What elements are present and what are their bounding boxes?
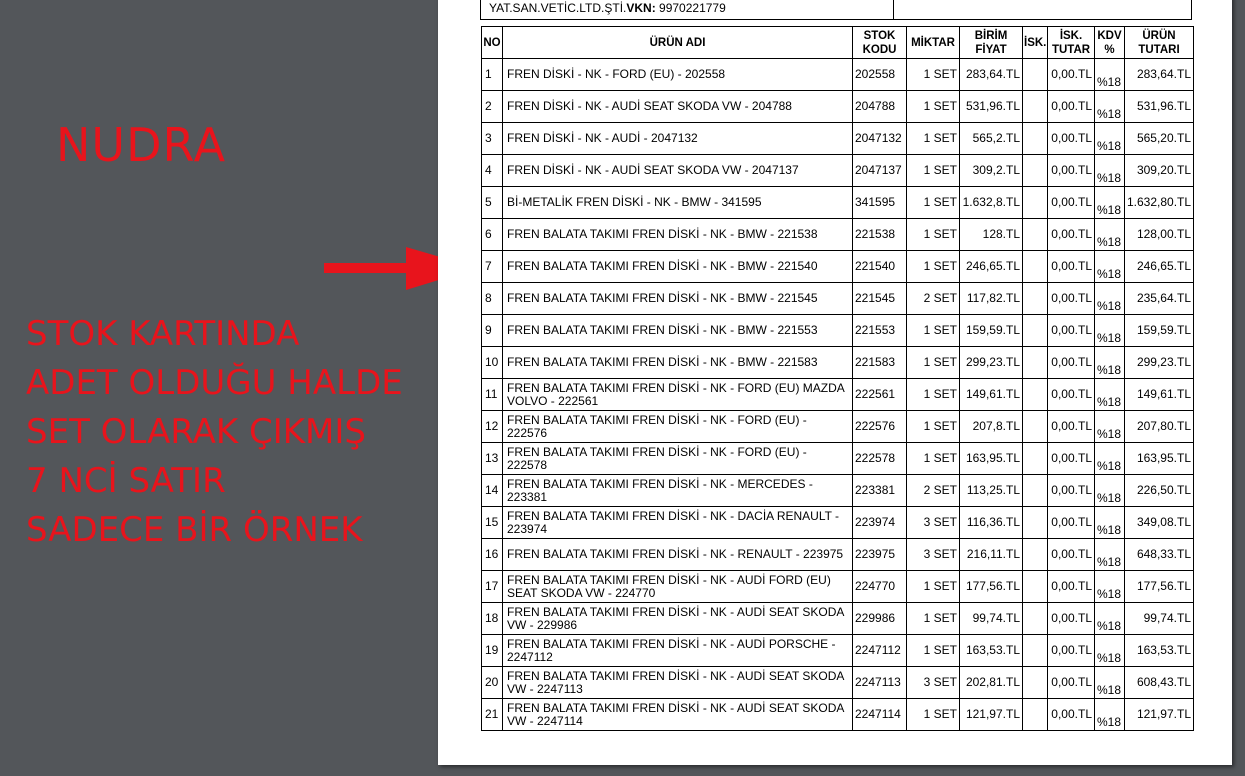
cell-quantity: 3 SET: [907, 507, 960, 539]
column-header-discount-amount: [1048, 27, 1095, 59]
table-body: [482, 59, 1194, 731]
cell-total: 531,96.TL: [1125, 91, 1194, 123]
cell-discount: [1023, 283, 1048, 315]
cell-discount: [1023, 347, 1048, 379]
cell-product-name: FREN BALATA TAKIMI FREN DİSKİ - NK - BMW - 221540: [503, 251, 853, 283]
column-header-text: İSK.: [1024, 36, 1047, 49]
cell-no: 19: [482, 635, 503, 667]
table-row: [482, 667, 1194, 699]
column-header-discount: [1023, 27, 1048, 59]
cell-product-name: FREN DİSKİ - NK - FORD (EU) - 202558: [503, 59, 853, 91]
cell-product-name: FREN DİSKİ - NK - AUDİ SEAT SKODA VW - 2047137: [503, 155, 853, 187]
company-info: [489, 1, 726, 15]
cell-discount-amount: 0,00.TL: [1048, 475, 1095, 507]
note-line: 7 NCİ SATIR: [26, 461, 226, 501]
cell-no: 6: [482, 219, 503, 251]
cell-no: 18: [482, 603, 503, 635]
cell-discount-amount: 0,00.TL: [1048, 251, 1095, 283]
cell-no: 12: [482, 411, 503, 443]
cell-discount: [1023, 667, 1048, 699]
cell-unit-price: 216,11.TL: [960, 539, 1023, 571]
cell-discount: [1023, 187, 1048, 219]
cell-stock-code: 223974: [853, 507, 907, 539]
cell-total: 159,59.TL: [1125, 315, 1194, 347]
cell-vat: %18: [1095, 411, 1125, 443]
cell-total: 226,50.TL: [1125, 475, 1194, 507]
cell-no: 15: [482, 507, 503, 539]
cell-unit-price: 117,82.TL: [960, 283, 1023, 315]
column-header-text: ÜRÜN ADI: [649, 36, 706, 49]
cell-unit-price: 1.632,8.TL: [960, 187, 1023, 219]
cell-quantity: 1 SET: [907, 219, 960, 251]
cell-quantity: 1 SET: [907, 315, 960, 347]
table-row: [482, 251, 1194, 283]
table-row: [482, 347, 1194, 379]
column-header-text: ÜRÜN: [1142, 29, 1176, 42]
cell-discount: [1023, 411, 1048, 443]
cell-product-name: FREN BALATA TAKIMI FREN DİSKİ - NK - AUDİ SEAT SKODA VW - 2247113: [503, 667, 853, 699]
cell-total: 207,80.TL: [1125, 411, 1194, 443]
cell-product-name: FREN BALATA TAKIMI FREN DİSKİ - NK - AUDİ SEAT SKODA VW - 229986: [503, 603, 853, 635]
cell-vat: %18: [1095, 475, 1125, 507]
cell-product-name: FREN BALATA TAKIMI FREN DİSKİ - NK - RENAULT - 223975: [503, 539, 853, 571]
cell-product-name: FREN BALATA TAKIMI FREN DİSKİ - NK - FORD (EU) - 222576: [503, 411, 853, 443]
column-header-text: TUTAR: [1051, 43, 1091, 56]
cell-product-name: FREN BALATA TAKIMI FREN DİSKİ - NK - BMW - 221553: [503, 315, 853, 347]
table-row: [482, 603, 1194, 635]
vkn-label: VKN:: [626, 1, 656, 15]
cell-discount: [1023, 571, 1048, 603]
cell-total: 121,97.TL: [1125, 699, 1194, 731]
cell-total: 299,23.TL: [1125, 347, 1194, 379]
cell-product-name: FREN DİSKİ - NK - AUDİ - 2047132: [503, 123, 853, 155]
cell-discount-amount: 0,00.TL: [1048, 315, 1095, 347]
column-header-total: [1125, 27, 1194, 59]
cell-product-name: FREN BALATA TAKIMI FREN DİSKİ - NK - BMW - 221583: [503, 347, 853, 379]
cell-stock-code: 2247113: [853, 667, 907, 699]
cell-no: 17: [482, 571, 503, 603]
cell-quantity: 2 SET: [907, 475, 960, 507]
table-row: [482, 187, 1194, 219]
cell-discount-amount: 0,00.TL: [1048, 347, 1095, 379]
cell-discount: [1023, 379, 1048, 411]
header-divider: [893, 0, 894, 19]
cell-unit-price: 116,36.TL: [960, 507, 1023, 539]
column-header-no: [482, 27, 503, 59]
table-row: [482, 539, 1194, 571]
cell-stock-code: 229986: [853, 603, 907, 635]
cell-unit-price: 246,65.TL: [960, 251, 1023, 283]
cell-quantity: 1 SET: [907, 635, 960, 667]
cell-stock-code: 341595: [853, 187, 907, 219]
cell-unit-price: 309,2.TL: [960, 155, 1023, 187]
cell-stock-code: 2047132: [853, 123, 907, 155]
note-line: SET OLARAK ÇIKMIŞ: [26, 412, 366, 452]
cell-product-name: FREN BALATA TAKIMI FREN DİSKİ - NK - AUDİ PORSCHE - 2247112: [503, 635, 853, 667]
cell-no: 16: [482, 539, 503, 571]
table-row: [482, 283, 1194, 315]
cell-discount: [1023, 155, 1048, 187]
note-line: STOK KARTINDA: [26, 314, 300, 354]
cell-stock-code: 2247112: [853, 635, 907, 667]
cell-vat: %18: [1095, 283, 1125, 315]
cell-total: 1.632,80.TL: [1125, 187, 1194, 219]
cell-quantity: 2 SET: [907, 283, 960, 315]
cell-stock-code: 221583: [853, 347, 907, 379]
cell-vat: %18: [1095, 219, 1125, 251]
table-row: [482, 571, 1194, 603]
cell-vat: %18: [1095, 251, 1125, 283]
cell-no: 5: [482, 187, 503, 219]
table-row: [482, 411, 1194, 443]
cell-quantity: 1 SET: [907, 411, 960, 443]
cell-unit-price: 177,56.TL: [960, 571, 1023, 603]
cell-discount: [1023, 539, 1048, 571]
column-header-stock-code: [853, 27, 907, 59]
cell-quantity: 1 SET: [907, 699, 960, 731]
table-row: [482, 635, 1194, 667]
cell-unit-price: 202,81.TL: [960, 667, 1023, 699]
cell-quantity: 1 SET: [907, 59, 960, 91]
cell-product-name: FREN BALATA TAKIMI FREN DİSKİ - NK - FORD (EU) - 222578: [503, 443, 853, 475]
cell-discount-amount: 0,00.TL: [1048, 571, 1095, 603]
cell-quantity: 1 SET: [907, 379, 960, 411]
table-row: [482, 507, 1194, 539]
cell-unit-price: 128.TL: [960, 219, 1023, 251]
cell-quantity: 1 SET: [907, 571, 960, 603]
cell-discount: [1023, 475, 1048, 507]
cell-unit-price: 163,53.TL: [960, 635, 1023, 667]
cell-vat: %18: [1095, 379, 1125, 411]
cell-product-name: FREN BALATA TAKIMI FREN DİSKİ - NK - BMW - 221545: [503, 283, 853, 315]
column-header-vat: [1095, 27, 1125, 59]
cell-vat: %18: [1095, 507, 1125, 539]
cell-unit-price: 99,74.TL: [960, 603, 1023, 635]
table-row: [482, 475, 1194, 507]
cell-discount: [1023, 699, 1048, 731]
cell-vat: %18: [1095, 443, 1125, 475]
table-row: [482, 379, 1194, 411]
cell-quantity: 1 SET: [907, 251, 960, 283]
cell-no: 21: [482, 699, 503, 731]
cell-stock-code: 221538: [853, 219, 907, 251]
cell-discount: [1023, 123, 1048, 155]
company-name: YAT.SAN.VETİC.LTD.ŞTİ.: [489, 1, 627, 15]
vkn-value: 9970221779: [655, 1, 726, 15]
cell-total: 309,20.TL: [1125, 155, 1194, 187]
cell-quantity: 1 SET: [907, 155, 960, 187]
cell-stock-code: 221553: [853, 315, 907, 347]
cell-total: 648,33.TL: [1125, 539, 1194, 571]
cell-total: 246,65.TL: [1125, 251, 1194, 283]
cell-vat: %18: [1095, 59, 1125, 91]
note-line: SADECE BİR ÖRNEK: [26, 510, 363, 550]
cell-discount-amount: 0,00.TL: [1048, 507, 1095, 539]
cell-total: 99,74.TL: [1125, 603, 1194, 635]
cell-vat: %18: [1095, 667, 1125, 699]
cell-vat: %18: [1095, 699, 1125, 731]
table-row: [482, 59, 1194, 91]
cell-discount-amount: 0,00.TL: [1048, 411, 1095, 443]
cell-discount-amount: 0,00.TL: [1048, 91, 1095, 123]
cell-no: 14: [482, 475, 503, 507]
cell-stock-code: 204788: [853, 91, 907, 123]
cell-total: 349,08.TL: [1125, 507, 1194, 539]
cell-discount-amount: 0,00.TL: [1048, 635, 1095, 667]
cell-vat: %18: [1095, 91, 1125, 123]
cell-discount-amount: 0,00.TL: [1048, 219, 1095, 251]
cell-stock-code: 202558: [853, 59, 907, 91]
cell-discount: [1023, 443, 1048, 475]
column-header-text: BİRİM: [974, 29, 1008, 42]
note-annotation: [26, 310, 403, 555]
cell-quantity: 1 SET: [907, 347, 960, 379]
invoice-page: [438, 0, 1232, 765]
cell-total: 565,20.TL: [1125, 123, 1194, 155]
cell-product-name: FREN DİSKİ - NK - AUDİ SEAT SKODA VW - 204788: [503, 91, 853, 123]
cell-discount-amount: 0,00.TL: [1048, 379, 1095, 411]
cell-product-name: FREN BALATA TAKIMI FREN DİSKİ - NK - AUDİ SEAT SKODA VW - 2247114: [503, 699, 853, 731]
cell-unit-price: 121,97.TL: [960, 699, 1023, 731]
cell-quantity: 1 SET: [907, 603, 960, 635]
cell-vat: %18: [1095, 187, 1125, 219]
cell-no: 10: [482, 347, 503, 379]
cell-no: 20: [482, 667, 503, 699]
cell-vat: %18: [1095, 571, 1125, 603]
cell-stock-code: 2047137: [853, 155, 907, 187]
cell-vat: %18: [1095, 635, 1125, 667]
cell-discount-amount: 0,00.TL: [1048, 187, 1095, 219]
cell-discount-amount: 0,00.TL: [1048, 699, 1095, 731]
cell-discount-amount: 0,00.TL: [1048, 667, 1095, 699]
column-header-text: KODU: [862, 43, 897, 56]
column-header-text: İSK.: [1059, 29, 1083, 42]
cell-stock-code: 222576: [853, 411, 907, 443]
cell-discount: [1023, 507, 1048, 539]
table-header-row: [482, 27, 1194, 59]
cell-no: 8: [482, 283, 503, 315]
cell-product-name: FREN BALATA TAKIMI FREN DİSKİ - NK - AUDİ FORD (EU) SEAT SKODA VW - 224770: [503, 571, 853, 603]
cell-discount: [1023, 251, 1048, 283]
column-header-quantity: [907, 27, 960, 59]
cell-vat: %18: [1095, 539, 1125, 571]
cell-vat: %18: [1095, 315, 1125, 347]
invoice-items-table: [481, 26, 1194, 731]
cell-total: 163,53.TL: [1125, 635, 1194, 667]
cell-quantity: 3 SET: [907, 539, 960, 571]
cell-total: 608,43.TL: [1125, 667, 1194, 699]
cell-unit-price: 299,23.TL: [960, 347, 1023, 379]
column-header-text: KDV: [1097, 29, 1122, 42]
cell-stock-code: 221540: [853, 251, 907, 283]
cell-no: 3: [482, 123, 503, 155]
column-header-product-name: [503, 27, 853, 59]
cell-discount-amount: 0,00.TL: [1048, 155, 1095, 187]
cell-total: 149,61.TL: [1125, 379, 1194, 411]
cell-total: 128,00.TL: [1125, 219, 1194, 251]
table-row: [482, 91, 1194, 123]
cell-total: 283,64.TL: [1125, 59, 1194, 91]
cell-vat: %18: [1095, 603, 1125, 635]
column-header-unit-price: [960, 27, 1023, 59]
cell-unit-price: 163,95.TL: [960, 443, 1023, 475]
cell-quantity: 1 SET: [907, 91, 960, 123]
cell-discount-amount: 0,00.TL: [1048, 539, 1095, 571]
cell-discount: [1023, 315, 1048, 347]
column-header-text: STOK: [863, 29, 896, 42]
cell-unit-price: 159,59.TL: [960, 315, 1023, 347]
cell-discount-amount: 0,00.TL: [1048, 443, 1095, 475]
cell-discount: [1023, 603, 1048, 635]
cell-unit-price: 207,8.TL: [960, 411, 1023, 443]
cell-no: 1: [482, 59, 503, 91]
column-header-text: NO: [483, 36, 501, 49]
cell-no: 4: [482, 155, 503, 187]
cell-unit-price: 283,64.TL: [960, 59, 1023, 91]
cell-vat: %18: [1095, 155, 1125, 187]
cell-unit-price: 113,25.TL: [960, 475, 1023, 507]
cell-no: 9: [482, 315, 503, 347]
column-header-text: FİYAT: [975, 43, 1007, 56]
cell-discount-amount: 0,00.TL: [1048, 123, 1095, 155]
table-row: [482, 699, 1194, 731]
table-row: [482, 155, 1194, 187]
company-header: [480, 0, 1192, 20]
cell-quantity: 1 SET: [907, 443, 960, 475]
cell-discount: [1023, 91, 1048, 123]
cell-no: 13: [482, 443, 503, 475]
brand-annotation: NUDRA: [56, 118, 227, 172]
cell-no: 7: [482, 251, 503, 283]
cell-discount-amount: 0,00.TL: [1048, 603, 1095, 635]
cell-quantity: 3 SET: [907, 667, 960, 699]
cell-stock-code: 223381: [853, 475, 907, 507]
column-header-text: MİKTAR: [911, 36, 955, 49]
cell-product-name: Bİ-METALİK FREN DİSKİ - NK - BMW - 341595: [503, 187, 853, 219]
cell-stock-code: 223975: [853, 539, 907, 571]
cell-discount-amount: 0,00.TL: [1048, 283, 1095, 315]
cell-vat: %18: [1095, 123, 1125, 155]
cell-total: 177,56.TL: [1125, 571, 1194, 603]
table-row: [482, 443, 1194, 475]
cell-stock-code: 222578: [853, 443, 907, 475]
cell-vat: %18: [1095, 347, 1125, 379]
cell-discount: [1023, 219, 1048, 251]
cell-discount: [1023, 635, 1048, 667]
cell-no: 11: [482, 379, 503, 411]
cell-no: 2: [482, 91, 503, 123]
cell-quantity: 1 SET: [907, 187, 960, 219]
cell-stock-code: 2247114: [853, 699, 907, 731]
column-header-text: TUTARI: [1138, 43, 1180, 56]
cell-total: 163,95.TL: [1125, 443, 1194, 475]
table-row: [482, 219, 1194, 251]
cell-stock-code: 224770: [853, 571, 907, 603]
cell-total: 235,64.TL: [1125, 283, 1194, 315]
table-row: [482, 123, 1194, 155]
cell-discount: [1023, 59, 1048, 91]
cell-unit-price: 565,2.TL: [960, 123, 1023, 155]
cell-product-name: FREN BALATA TAKIMI FREN DİSKİ - NK - FORD (EU) MAZDA VOLVO - 222561: [503, 379, 853, 411]
cell-unit-price: 531,96.TL: [960, 91, 1023, 123]
cell-unit-price: 149,61.TL: [960, 379, 1023, 411]
note-line: ADET OLDUĞU HALDE: [26, 363, 403, 403]
cell-stock-code: 222561: [853, 379, 907, 411]
table-row: [482, 315, 1194, 347]
cell-product-name: FREN BALATA TAKIMI FREN DİSKİ - NK - MERCEDES - 223381: [503, 475, 853, 507]
column-header-text: %: [1104, 43, 1115, 56]
cell-quantity: 1 SET: [907, 123, 960, 155]
cell-product-name: FREN BALATA TAKIMI FREN DİSKİ - NK - DACİA RENAULT - 223974: [503, 507, 853, 539]
cell-stock-code: 221545: [853, 283, 907, 315]
cell-product-name: FREN BALATA TAKIMI FREN DİSKİ - NK - BMW - 221538: [503, 219, 853, 251]
cell-discount-amount: 0,00.TL: [1048, 59, 1095, 91]
